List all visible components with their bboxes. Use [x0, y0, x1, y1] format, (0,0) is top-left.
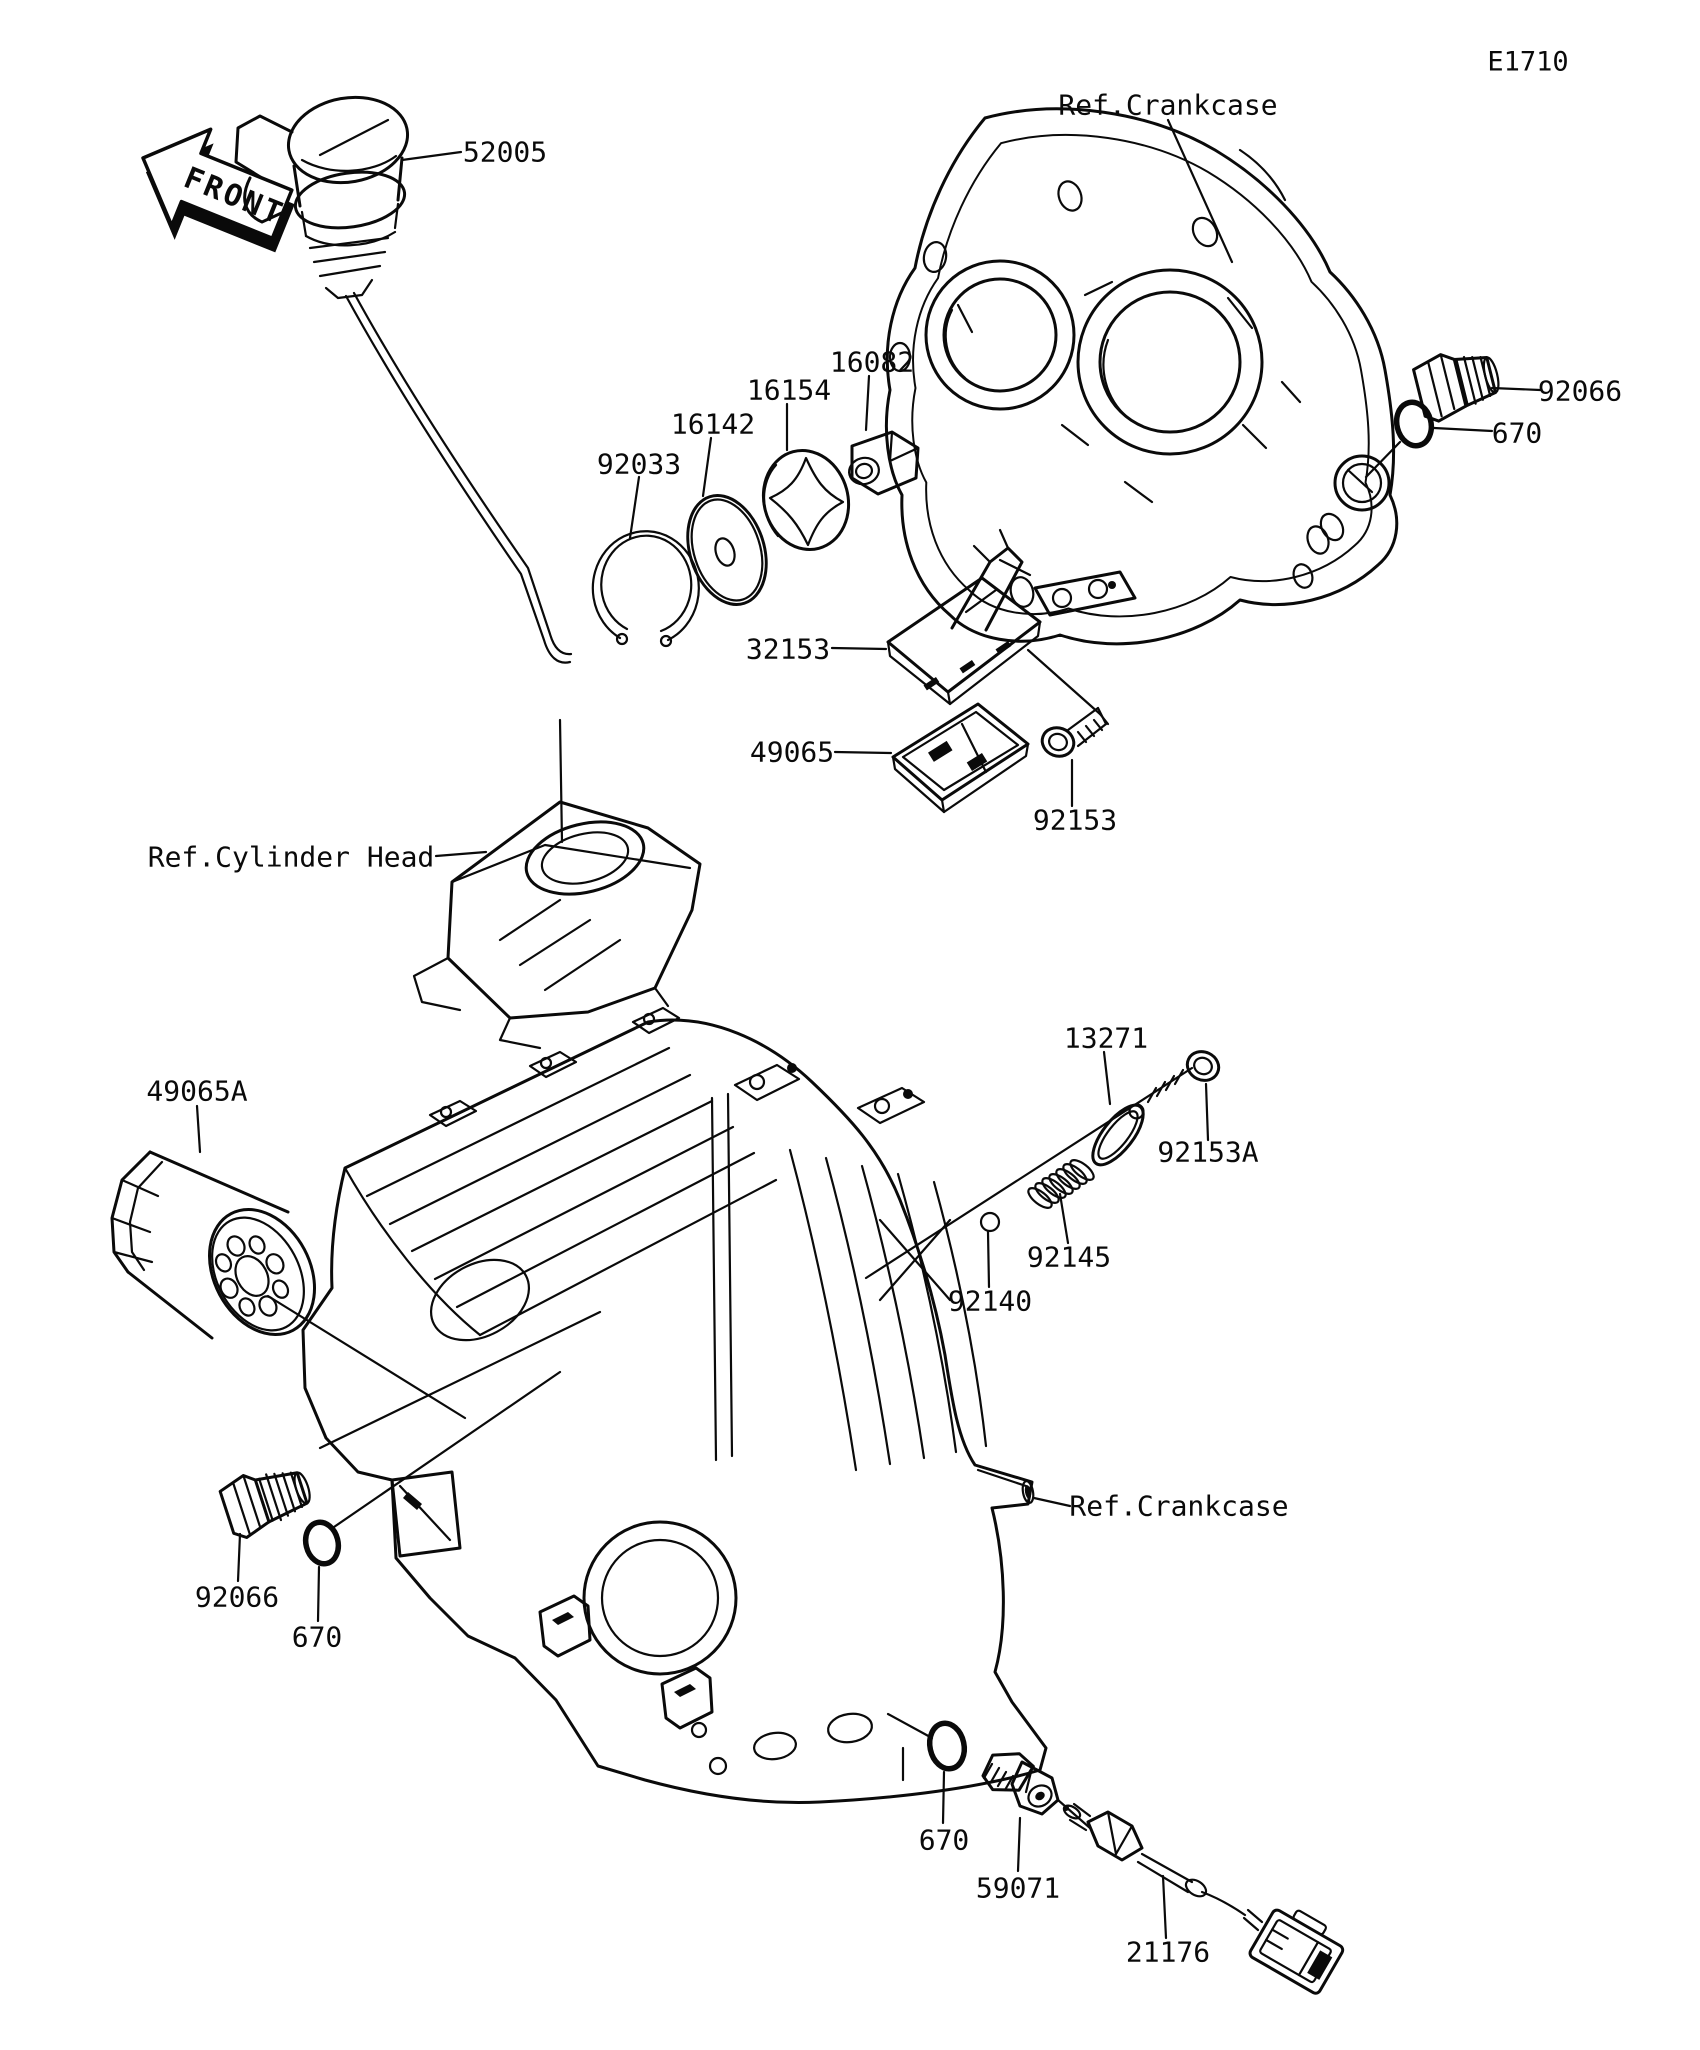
screen-art [893, 704, 1028, 812]
ref-cylinder-head-label: Ref.Cylinder Head [147, 840, 435, 874]
ref-crankcase-bottom-label: Ref.Crankcase [1069, 1489, 1289, 1523]
plug-bottom-art [218, 1458, 317, 1541]
part-label-92145: 92145 [1026, 1240, 1112, 1274]
part-label-92140: 92140 [947, 1284, 1033, 1318]
part-label-13271: 13271 [1063, 1021, 1149, 1055]
mount-bolt-top-art [1038, 708, 1108, 761]
oring-bottom-art [926, 1720, 969, 1772]
part-label-670-bottom: 670 [918, 1823, 970, 1857]
part-label-59071: 59071 [975, 1871, 1061, 1905]
engine-block-art [303, 1008, 1046, 1803]
front-arrow [119, 110, 309, 277]
part-label-16082: 16082 [829, 345, 915, 379]
leader-lines [194, 120, 1540, 1938]
oil-filter-art [112, 1152, 335, 1353]
drawing-code: E1710 [1487, 46, 1569, 78]
part-label-92153A: 92153A [1157, 1135, 1259, 1169]
crankcase-top-art [886, 109, 1396, 644]
part-label-49065A: 49065A [146, 1074, 248, 1108]
front-arrow-label: FRONT [178, 160, 290, 233]
ref-crankcase-top-label: Ref.Crankcase [1058, 88, 1278, 122]
part-label-16154: 16154 [746, 373, 832, 407]
dipstick-art [236, 88, 571, 662]
pump-fitting-art [846, 432, 918, 494]
part-label-92066-top: 92066 [1537, 374, 1623, 408]
part-label-92153: 92153 [1032, 803, 1118, 837]
circlip-art [593, 531, 699, 646]
part-label-32153: 32153 [745, 632, 831, 666]
pressure-plug-art [981, 1748, 1058, 1814]
part-label-670-bottom-left: 670 [291, 1620, 343, 1654]
part-label-16142: 16142 [670, 407, 756, 441]
part-label-52005: 52005 [462, 135, 548, 169]
part-label-92066-bottom: 92066 [194, 1580, 280, 1614]
part-label-49065: 49065 [749, 735, 835, 769]
part-label-21176: 21176 [1125, 1935, 1211, 1969]
part-label-92033: 92033 [596, 447, 682, 481]
part-label-670-top: 670 [1491, 416, 1543, 450]
pump-rotor-art [752, 441, 859, 559]
